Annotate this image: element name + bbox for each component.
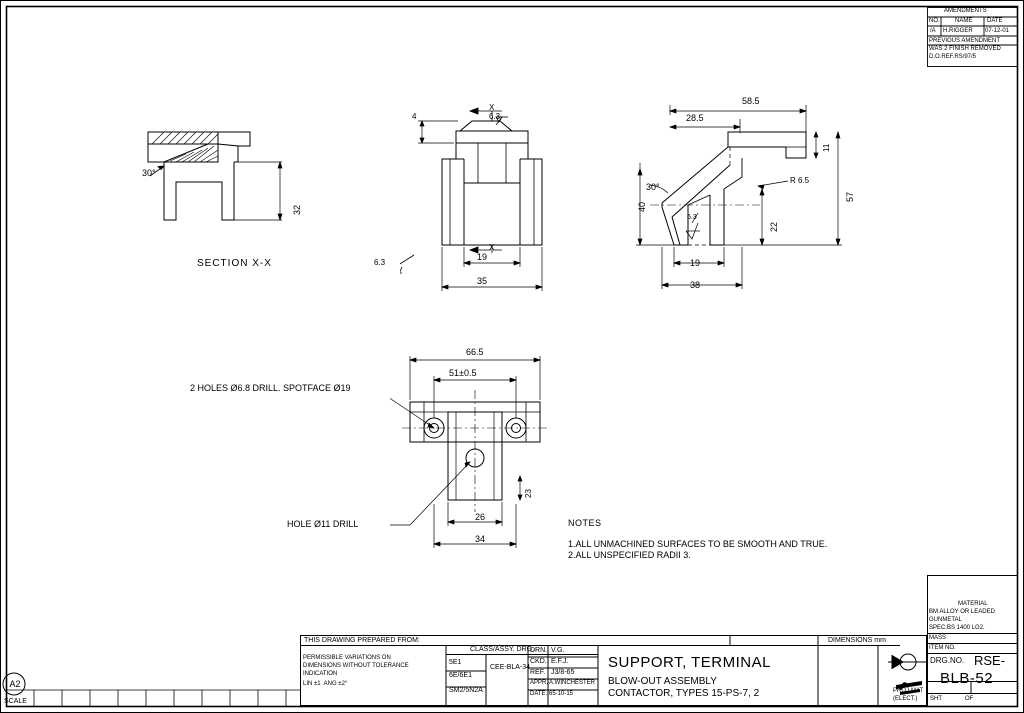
section-mark-bottom: X (489, 243, 495, 252)
drg-no-label: DRG.NO. (930, 656, 965, 665)
tolerance-line2: DIMENSIONS WITHOUT TOLERANCE (303, 663, 409, 669)
dim-side-285: 28.5 (686, 113, 704, 123)
signoff-value-date: 65-10-15 (549, 691, 574, 697)
note-item-2: 2.ALL UNSPECIFIED RADII 3. (568, 550, 691, 560)
note-holes-leader: 2 HOLES Ø6.8 DRILL. SPOTFACE Ø19 (190, 383, 351, 393)
dim-plan-51: 51±0.5 (449, 368, 477, 378)
amendments-heading: AMENDMENTS (944, 8, 987, 14)
signoff-value-ref: J3/8-65 (551, 669, 575, 676)
signoff-label-ckd: CKD. (530, 658, 547, 665)
dim-front-finish-top: 6.3 (489, 112, 501, 121)
dim-side-22: 22 (769, 221, 779, 232)
class-assy-header: CLASS/ASSY. DRG. (470, 646, 535, 653)
amendments-col-no: NO. (929, 18, 940, 24)
mass-label: MASS (929, 635, 947, 641)
previous-amendment-line1: PREVIOUS AMENDMENT (929, 38, 1001, 44)
title-line3: CONTACTOR, TYPES 15-PS-7, 2 (608, 688, 760, 699)
signoff-value-drn: V.G. (551, 647, 565, 654)
dim-side-57: 57 (845, 191, 855, 202)
sheet-size-label: A2 (9, 679, 21, 689)
signoff-label-ref: REF. (530, 669, 546, 676)
material-heading: MATERIAL (958, 601, 988, 607)
dim-plan-34: 34 (475, 534, 486, 544)
title-line2: BLOW-OUT ASSEMBLY (608, 676, 717, 687)
dim-section-angle: 30° (142, 168, 156, 178)
amendment-row-no: /A (930, 28, 936, 34)
class-cell-2: 6E/6E1 (449, 672, 472, 679)
front-view (400, 95, 610, 305)
signoff-label-appr: APPR. (530, 680, 549, 686)
class-cell-1: 5E1 (449, 659, 462, 666)
dim-side-angle: 30° (646, 182, 660, 192)
dim-front-top-small: 4 (412, 112, 417, 121)
scale-label: SCALE (4, 698, 27, 705)
material-line3: SPEC:BS 1400 LG2. (929, 625, 985, 631)
sht-label: SHT (930, 696, 942, 702)
signoff-label-drn: DRN. (530, 647, 548, 654)
proj-label-2: MAT (911, 688, 924, 694)
signoff-value-ckd: E.F.J. (551, 658, 569, 665)
dim-front-finish-left: 6.3 (374, 258, 386, 267)
section-mark-top: X (489, 103, 495, 112)
note-item-1: 1.ALL UNMACHINED SURFACES TO BE SMOOTH AND TRUE. (568, 539, 828, 549)
dim-side-585: 58.5 (742, 96, 760, 106)
dim-section-height: 32 (292, 204, 302, 215)
material-line2: GUNMETAL (929, 617, 962, 623)
proj-label-1: PROJ. (893, 688, 911, 694)
signoff-value-appr: A.WINCHESTER (549, 680, 596, 686)
drg-no-value: BLB-52 (940, 670, 994, 687)
dim-plan-26: 26 (475, 512, 486, 522)
dim-front-35: 35 (477, 276, 488, 286)
note-hole-leader: HOLE Ø11 DRILL (287, 519, 359, 529)
dim-side-radius: R 6.5 (790, 176, 810, 185)
tolerance-line4: LIN ±1 ANG ±2° (303, 681, 348, 687)
dim-side-finish: 6.3 (687, 214, 697, 221)
previous-amendment-line3: D.O.REF.RS/97/5 (929, 54, 977, 60)
amendments-col-name: NAME (955, 18, 973, 24)
material-line1: BM ALLOY OR LEADED (929, 609, 995, 615)
assy-drg-cell: CEE-BLA-34 (490, 664, 531, 671)
dim-side-38: 38 (690, 280, 701, 290)
dim-side-11: 11 (822, 143, 831, 152)
tolerance-line1: PERMISSIBLE VARIATIONS ON (303, 655, 391, 661)
drg-no-prefix: RSE- (974, 653, 1006, 668)
dim-plan-665: 66.5 (466, 347, 484, 357)
dimensions-units-label: DIMENSIONS mm (828, 637, 886, 644)
item-no-label: ITEM NO. (929, 645, 956, 651)
title-line1: SUPPORT, TERMINAL (608, 654, 771, 671)
of-label: OF (965, 696, 974, 702)
dim-plan-23: 23 (524, 489, 533, 498)
prepared-from-label: THIS DRAWING PREPARED FROM: (304, 637, 420, 644)
dim-front-19: 19 (477, 252, 488, 262)
proj-label-3: (ELECT.) (893, 696, 918, 702)
amendment-row-date: 07-12-01 (985, 28, 1010, 34)
dim-side-40: 40 (637, 201, 647, 212)
signoff-label-date: DATE. (530, 691, 548, 697)
previous-amendment-line2: WAS 2 FINISH REMOVED (929, 46, 1001, 52)
dim-side-19: 19 (690, 258, 701, 268)
amendment-row-name: H.RIGGER (943, 28, 973, 34)
tolerance-line3: INDICATION (303, 671, 338, 677)
class-cell-3: SM2/5N2A (449, 687, 483, 694)
amendments-col-date: DATE (987, 18, 1003, 24)
section-view-label: SECTION X-X (197, 258, 272, 269)
notes-heading: NOTES (568, 518, 602, 528)
side-view (610, 85, 860, 315)
